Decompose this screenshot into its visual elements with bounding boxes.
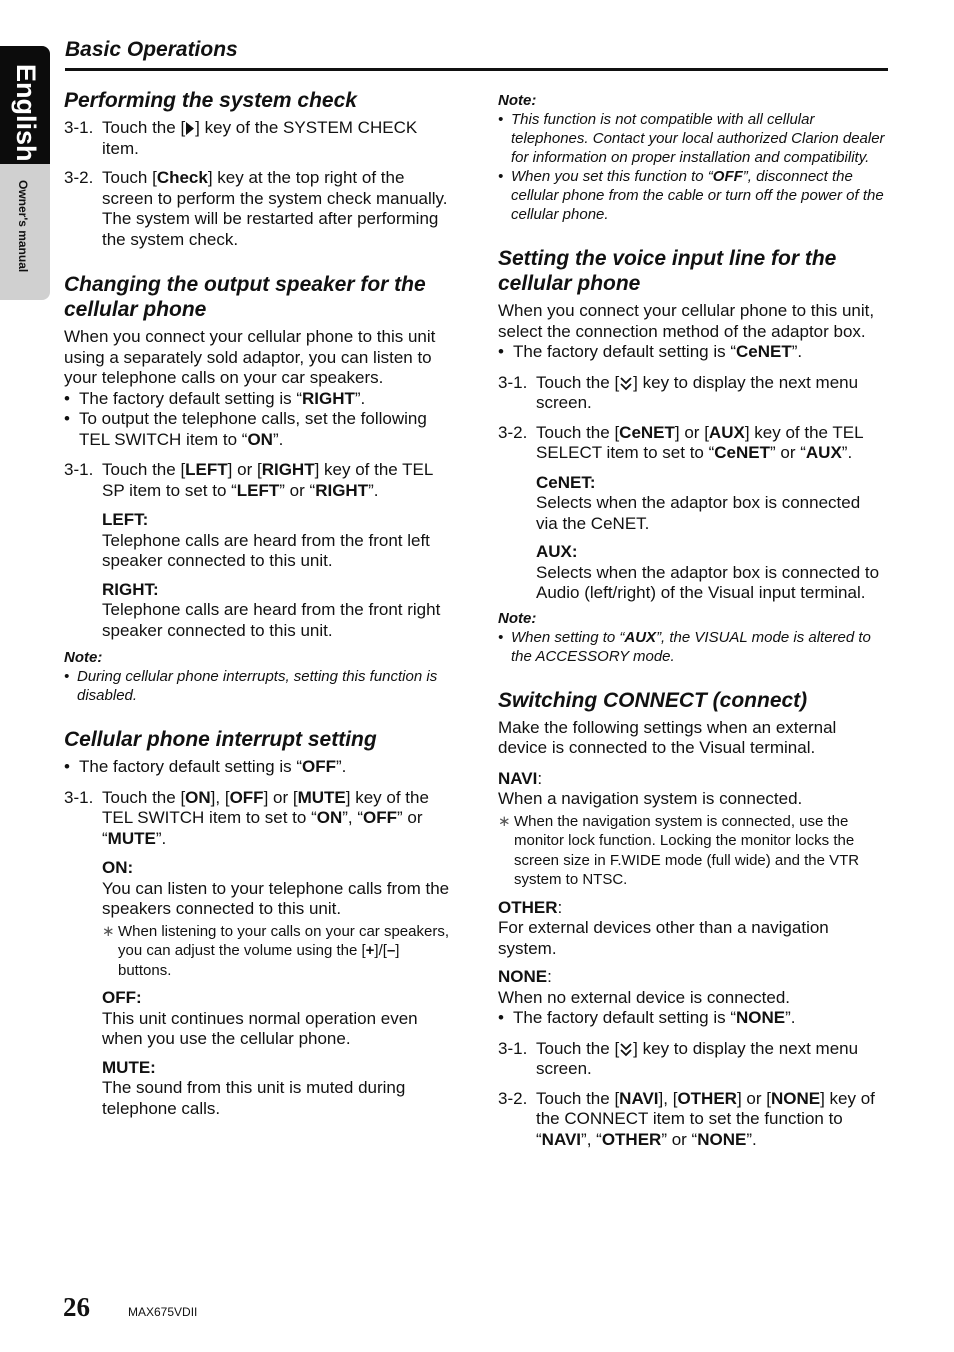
step-number: 3-1. <box>64 118 94 137</box>
step: 3-1. Touch the [ ] key to display the next menu screen. <box>498 1038 859 1078</box>
note-heading: Note: <box>64 649 103 666</box>
term-right: RIGHT: <box>102 579 159 599</box>
note-heading: Note: <box>498 609 537 627</box>
term-none: NONE: <box>498 967 552 986</box>
step-number: 3-1. <box>498 372 528 392</box>
page-number: 26 <box>63 1292 90 1322</box>
step-text: Touch the [ ] key of the SYSTEM CHECK item. <box>102 118 418 158</box>
interrupt-section <box>64 727 452 1119</box>
speaker-title: Changing the output speaker for the cellular phone <box>64 273 426 321</box>
connect-title: Switching CONNECT (connect) <box>498 688 808 712</box>
language-label: English <box>11 64 41 162</box>
step-number: 3-2. <box>498 422 528 442</box>
step <box>64 168 452 250</box>
note-item: • When setting to “AUX”, the VISUAL mode is altered to the ACCESSORY mode. <box>498 628 871 665</box>
step-number: 3-2. <box>64 168 94 187</box>
step: 3-1. Touch the [ON], [OFF] or [MUTE] key of the TEL SWITCH item to set to “ON”, “OFF” or “MUTE”. <box>64 787 429 848</box>
model-number: MAX675VDII <box>128 1305 198 1319</box>
step-text: Touch [Check] key at the top right of the screen to perform the system check manually. The system will be restarted after performing the system check. <box>102 168 448 249</box>
manual-label: Owner's manual <box>16 180 30 273</box>
term-desc: Telephone calls are heard from the front left speaker connected to this unit. <box>102 530 430 570</box>
note-item: • This function is not compatible with all cellular telephones. Contact your local authorized Clarion dealer for information on proper installation and compatibility. <box>498 111 885 166</box>
step: 3-2. Touch the [CeNET] or [AUX] key of the TEL SELECT item to set to “CeNET” or “AUX”. <box>498 422 863 462</box>
double-chevron-down-icon <box>619 376 633 391</box>
term-navi: NAVI: <box>498 768 543 788</box>
term-left: LEFT: <box>102 510 149 529</box>
left-column <box>64 88 452 1119</box>
list-item: • To output the telephone calls, set the following TEL SWITCH item to “ON”. <box>64 409 427 449</box>
term-desc: This unit continues normal operation even when you use the cellular phone. <box>102 1008 418 1048</box>
term-desc: Telephone calls are heard from the front right speaker connected to this unit. <box>102 600 441 640</box>
interrupt-options <box>102 858 452 1119</box>
list-item: • The factory default setting is “NONE”. <box>498 1008 796 1027</box>
page-header: Basic Operations <box>65 38 238 61</box>
step: 3-1. Touch the [ ] key to display the next menu screen. <box>498 372 859 412</box>
language-side-tab <box>0 46 50 300</box>
voice-title: Setting the voice input line for the cellular phone <box>498 247 837 295</box>
term-cenet: CeNET: <box>536 472 596 492</box>
step <box>64 118 452 159</box>
term-mute: MUTE: <box>102 1057 156 1077</box>
term-desc: When a navigation system is connected. <box>498 789 803 808</box>
asterisk-note: ∗ When listening to your calls on your car speakers, you can adjust the volume using the [+]/[–] buttons. <box>102 922 449 979</box>
connect-intro: Make the following settings when an external device is connected to the Visual terminal. <box>498 717 837 757</box>
term-on: ON: <box>102 858 134 877</box>
header-rule <box>65 68 888 71</box>
term-desc: Selects when the adaptor box is connected via the CeNET. <box>536 493 861 533</box>
connect-section <box>498 688 886 1151</box>
system-check-section <box>64 88 452 250</box>
list-item: • The factory default setting is “OFF”. <box>64 757 347 776</box>
step: 3-2. Touch the [NAVI], [OTHER] or [NONE] key of the CONNECT item to set the function to “NAVI”, “OTHER” or “NONE”. <box>498 1088 875 1149</box>
speaker-options <box>102 510 452 641</box>
voice-options <box>536 473 886 604</box>
term-other: OTHER: <box>498 897 563 917</box>
term-desc: Selects when the adaptor box is connected to Audio (left/right) of the Visual input terminal. <box>536 562 880 602</box>
note-item: • When you set this function to “OFF”, disconnect the cellular phone from the cable or turn off the power of the cellular phone. <box>498 168 884 223</box>
right-triangle-icon <box>185 121 195 136</box>
term-off: OFF: <box>102 988 142 1007</box>
voice-intro: When you connect your cellular phone to this unit, select the connection method of the adaptor box. <box>498 301 875 341</box>
note-heading: Note: <box>498 92 537 109</box>
step-number: 3-1. <box>64 460 94 479</box>
voice-section <box>498 246 886 666</box>
top-note-section <box>498 92 886 224</box>
step-number: 3-1. <box>498 1038 528 1058</box>
system-check-title: Performing the system check <box>64 89 357 112</box>
term-desc: You can listen to your telephone calls from the speakers connected to this unit. <box>102 878 450 918</box>
speaker-intro: When you connect your cellular phone to this unit using a separately sold adaptor, you can listen to your telephone calls on your car speakers. <box>64 327 436 387</box>
step: 3-1. Touch the [LEFT] or [RIGHT] key of the TEL SP item to set to “LEFT” or “RIGHT”. <box>64 460 433 500</box>
term-desc: The sound from this unit is muted during telephone calls. <box>102 1078 406 1118</box>
term-aux: AUX: <box>536 542 578 561</box>
asterisk-note: ∗ When the navigation system is connected, use the monitor lock function. Locking the monitor locks the screen size in F.WIDE mode (full wide) and the VTR system to NTSC. <box>498 812 860 888</box>
interrupt-title: Cellular phone interrupt setting <box>64 728 377 751</box>
speaker-section <box>64 272 452 705</box>
double-chevron-down-icon <box>619 1042 633 1057</box>
term-desc: For external devices other than a navigation system. <box>498 918 829 958</box>
list-item: • The factory default setting is “CeNET”. <box>498 342 803 361</box>
term-desc: When no external device is connected. <box>498 987 791 1007</box>
note-item: • During cellular phone interrupts, setting this function is disabled. <box>64 668 438 704</box>
step-number: 3-2. <box>498 1088 528 1108</box>
list-item: • The factory default setting is “RIGHT”. <box>64 388 366 408</box>
right-column <box>498 92 886 1159</box>
step-number: 3-1. <box>64 787 94 807</box>
